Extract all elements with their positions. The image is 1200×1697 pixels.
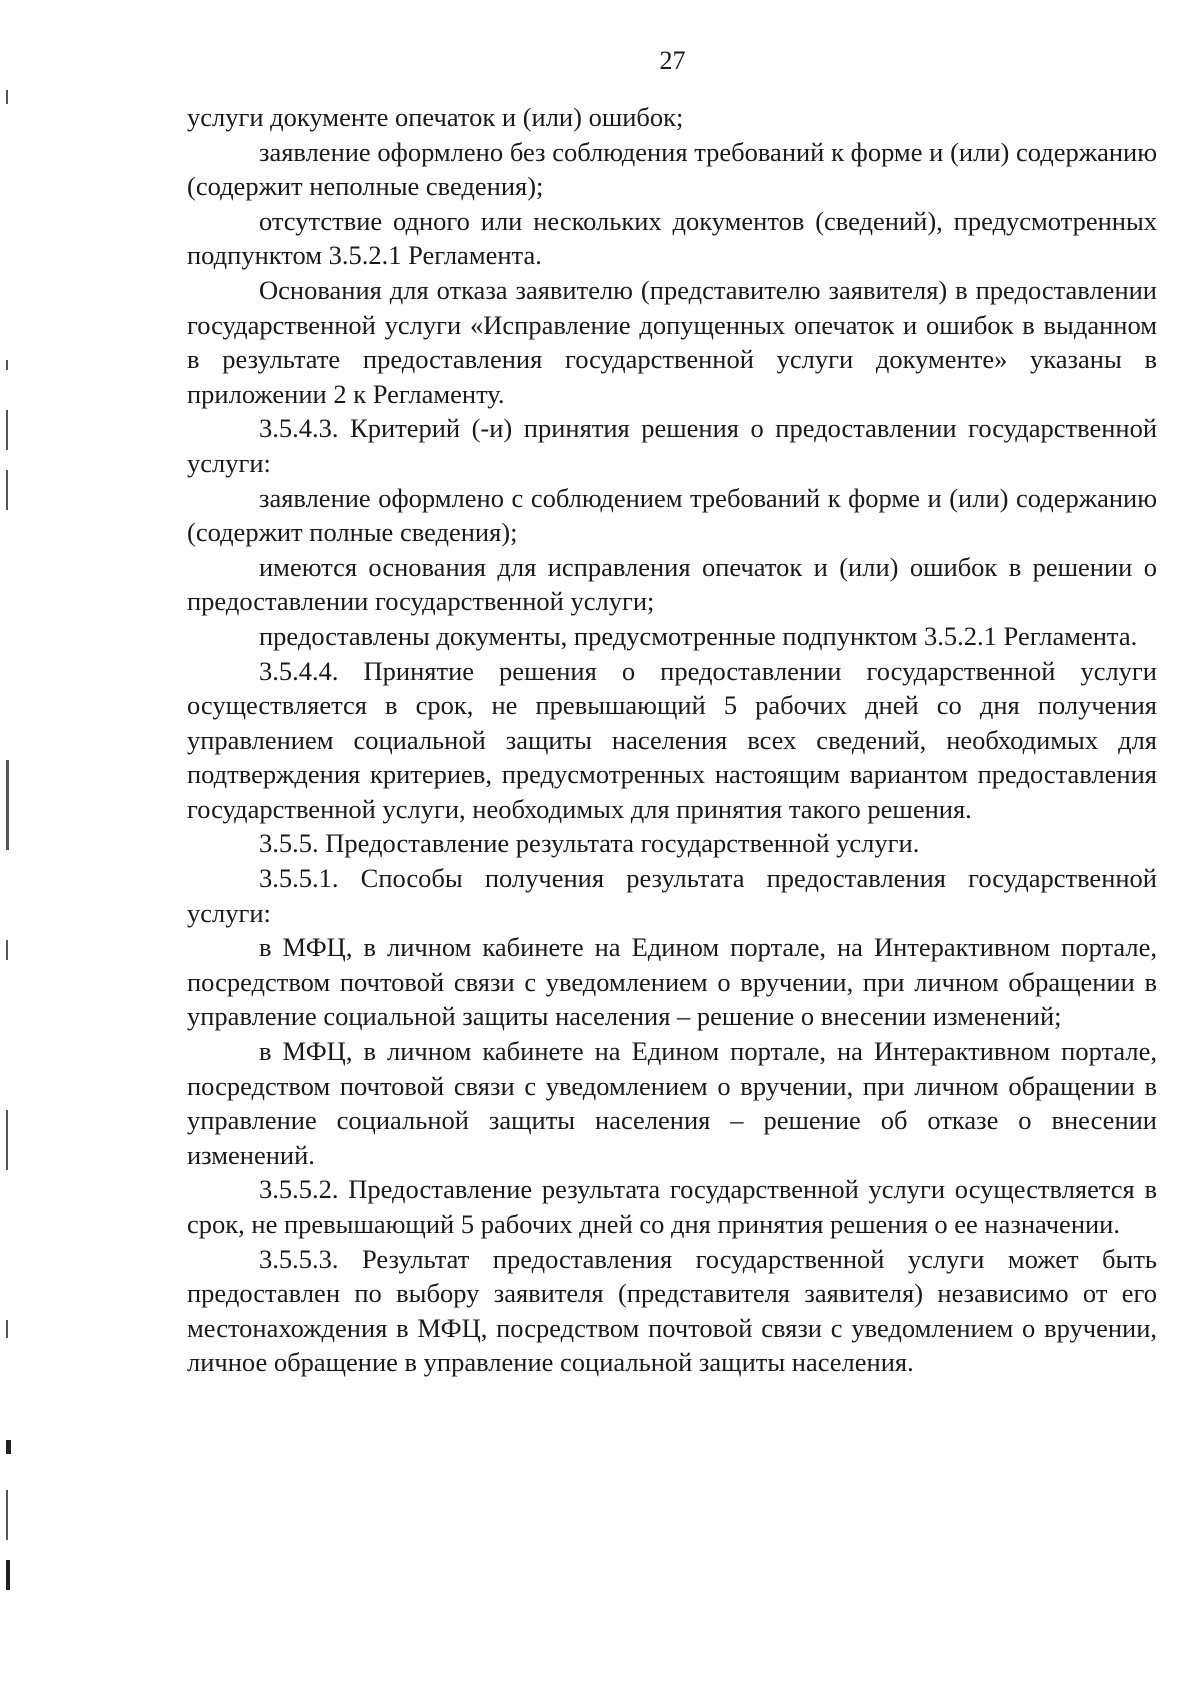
paragraph: услуги документе опечаток и (или) ошибок; <box>187 102 684 132</box>
paragraph: заявление оформлено с соблюдением требований к форме и (или) содержанию (содержит полные сведения); <box>187 482 1157 548</box>
paragraph: заявление оформлено без соблюдения требований к форме и (или) содержанию (содержит неполные сведения); <box>187 136 1157 202</box>
paragraph: 3.5.4.4. Принятие решения о предоставлении государственной услуги осуществляется в срок, не превышающий 5 рабочих дней со дня получения управлением социальной защиты населения всех сведений, необходимых для подтверждения критериев, предусмотренных настоящим вариантом предоставления государственной услуги, необходимых для принятия такого решения. <box>187 655 1157 824</box>
paragraph: в МФЦ, в личном кабинете на Едином портале, на Интерактивном портале, посредством почтовой связи с уведомлением о вручении, при личном обращении в управление социальной защиты населения – решение об отказе о внесении изменений. <box>187 1036 1157 1170</box>
paragraph: имеются основания для исправления опечаток и (или) ошибок в решении о предоставлении государственной услуги; <box>187 551 1157 617</box>
paragraph: 3.5.5.1. Способы получения результата предоставления государственной услуги: <box>187 863 1157 928</box>
document-body <box>187 100 1157 1380</box>
paragraph: 3.5.5.2. Предоставление результата государственной услуги осуществляется в срок, не превышающий 5 рабочих дней со дня принятия решения о ее назначении. <box>187 1174 1157 1239</box>
scan-edge-marks <box>0 0 40 1697</box>
paragraph: 3.5.4.3. Критерий (-и) принятия решения о предоставлении государственной услуги: <box>187 413 1157 478</box>
page-number: 27 <box>659 46 686 75</box>
paragraph: Основания для отказа заявителю (представителю заявителя) в предоставлении государственной услуги «Исправление допущенных опечаток и ошибок в выданном в результате предоставления государственной услуги документе» указаны в приложении 2 к Регламенту. <box>187 274 1157 409</box>
paragraph: в МФЦ, в личном кабинете на Едином портале, на Интерактивном портале, посредством почтовой связи с уведомлением о вручении, при личном обращении в управление социальной защиты населения – решение о внесении изменений; <box>187 932 1157 1032</box>
paragraph: отсутствие одного или нескольких документов (сведений), предусмотренных подпунктом 3.5.2.1 Регламента. <box>187 205 1157 271</box>
paragraph: предоставлены документы, предусмотренные подпунктом 3.5.2.1 Регламента. <box>259 620 1138 651</box>
paragraph: 3.5.5.3. Результат предоставления государственной услуги может быть предоставлен по выбору заявителя (представителя заявителя) независимо от его местонахождения в МФЦ, посредством почтовой связи с уведомлением о вручении, личное обращение в управление социальной защиты населения. <box>187 1243 1157 1378</box>
paragraph: 3.5.5. Предоставление результата государственной услуги. <box>259 828 920 859</box>
